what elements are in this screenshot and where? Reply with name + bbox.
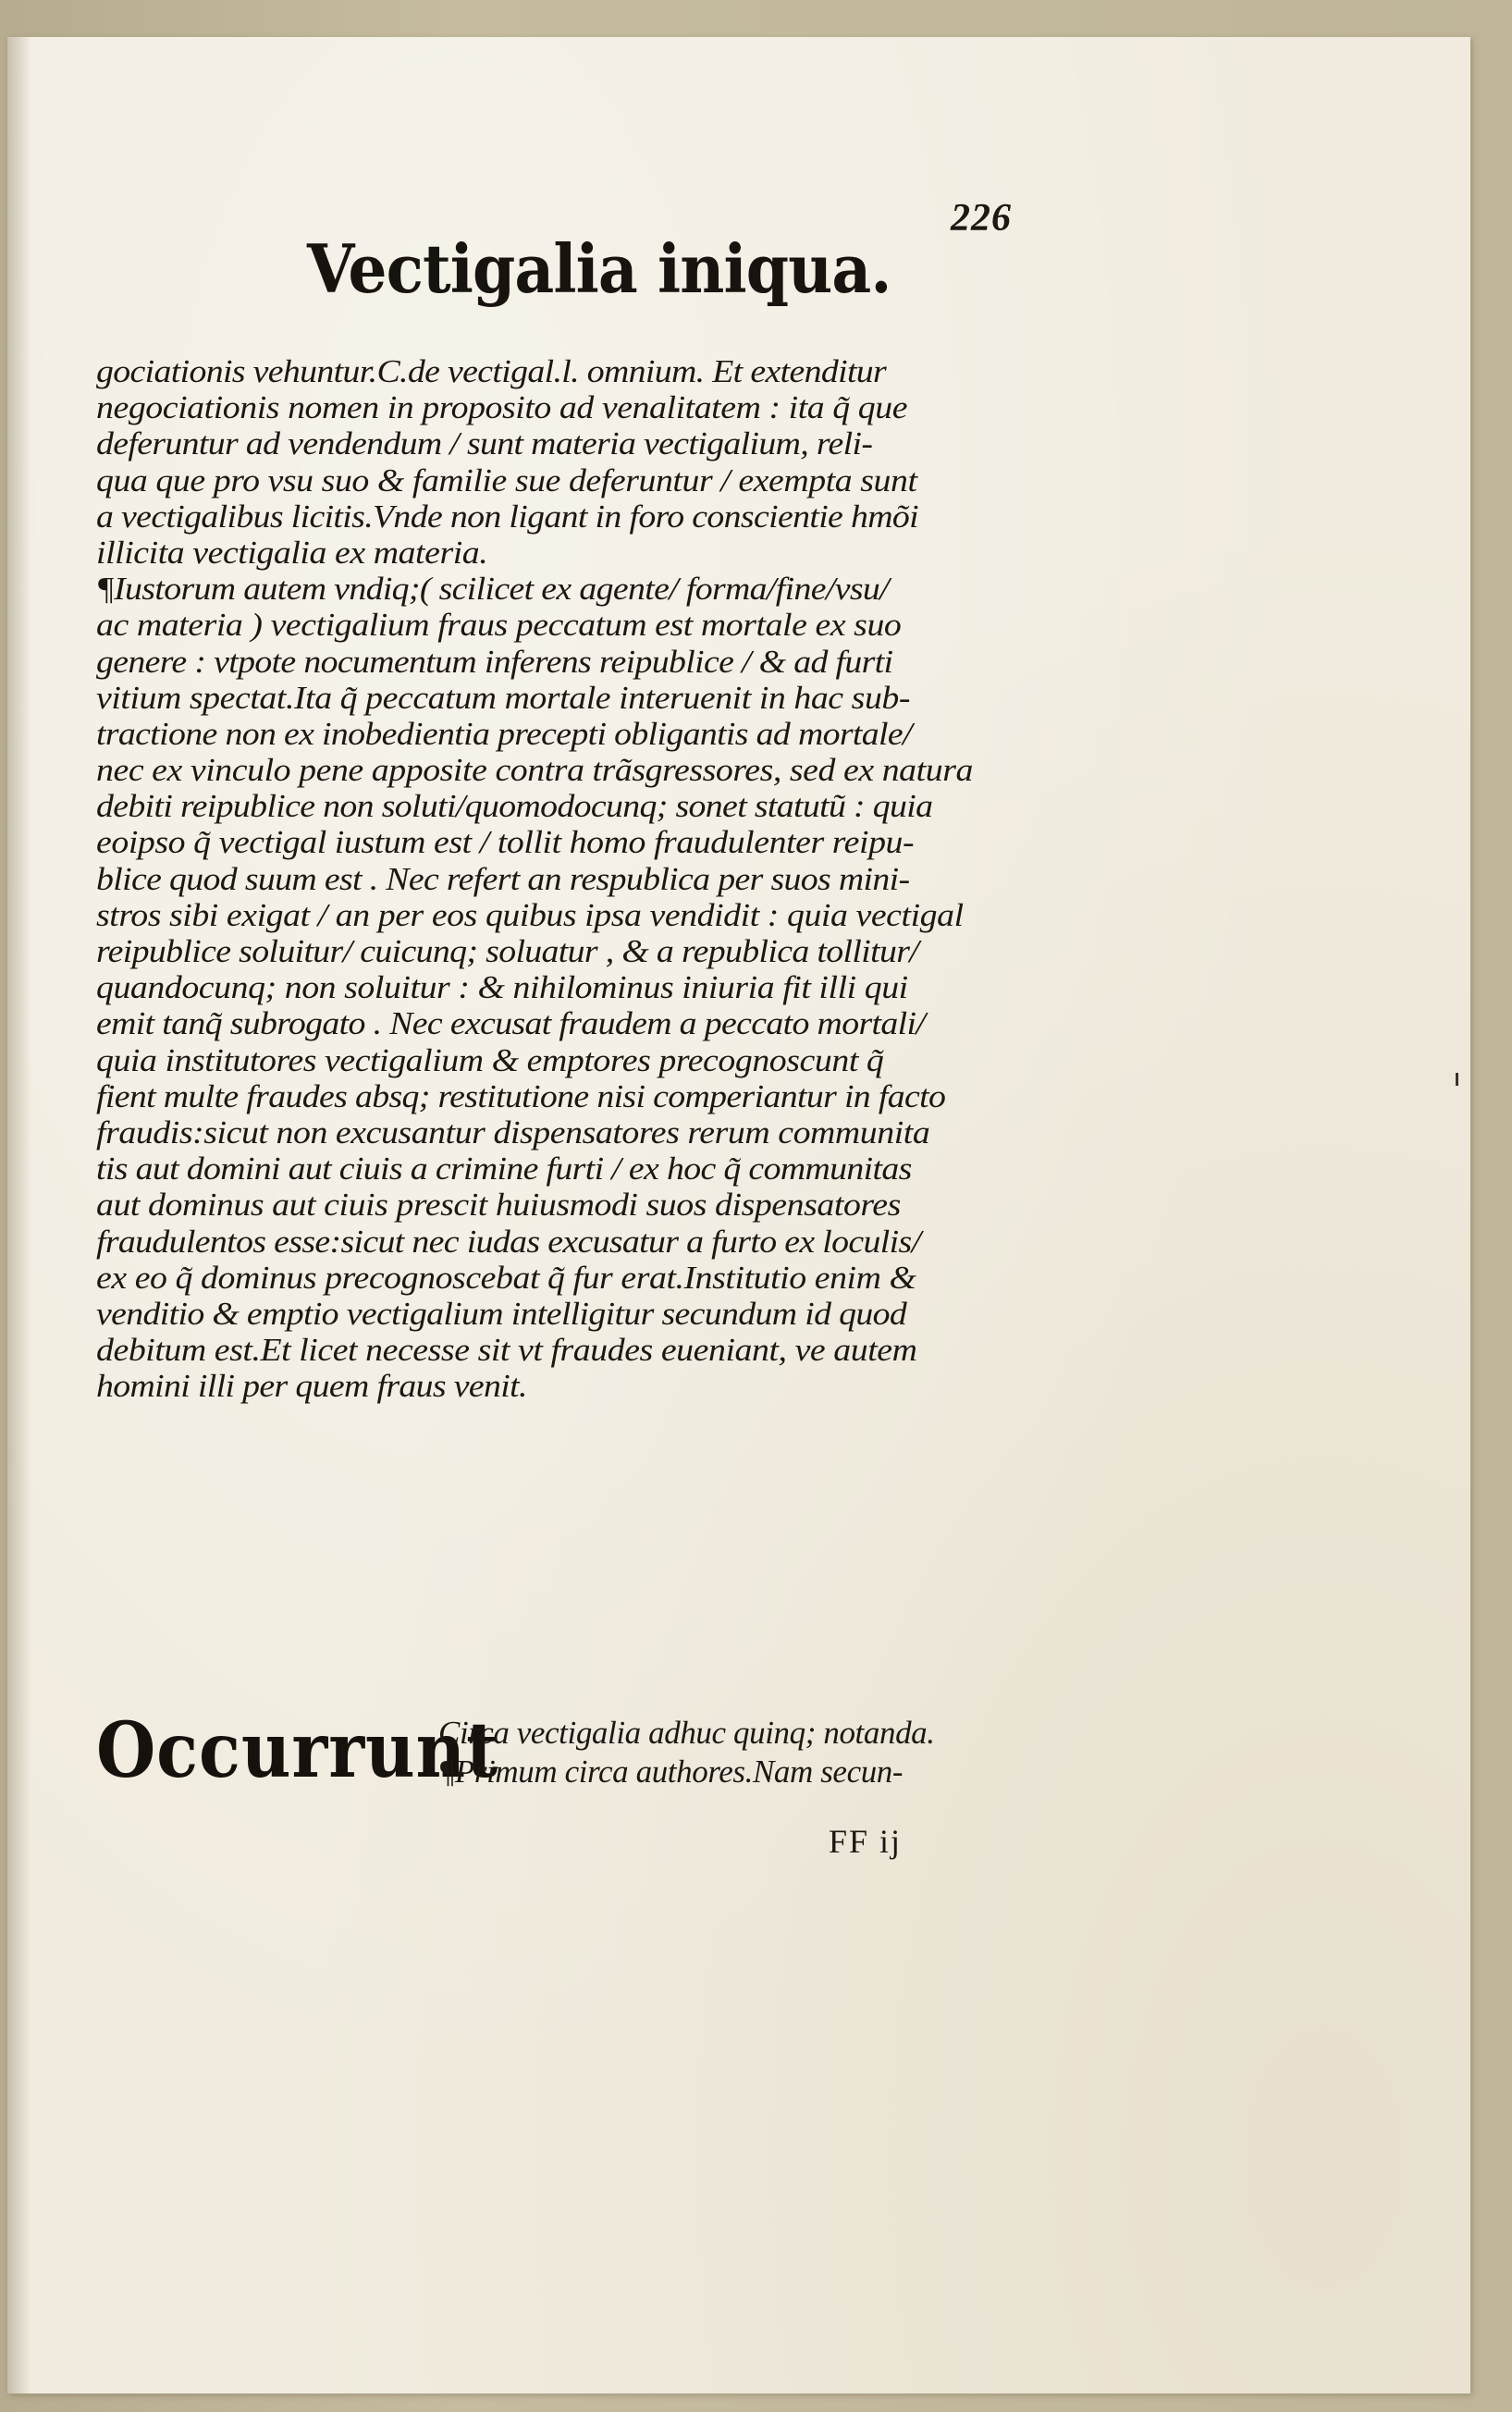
text-line: fient multe fraudes absq; restitutione nisi comperiantur in facto (96, 1077, 946, 1114)
text-line: gociationis vehuntur.C.de vectigal.l. omnium. Et extenditur (96, 353, 887, 389)
text-line: vitium spectat.Ita q̃ peccatum mortale interuenit in hac sub- (96, 679, 911, 716)
text-line: fraudulentos esse:sicut nec iudas excusatur a furto ex loculis/ (96, 1223, 921, 1260)
text-line: nec ex vinculo pene apposite contra trãsgressores, sed ex natura (96, 752, 973, 789)
text-line: debiti reipublice non soluti/quomodocunq; sonet statutũ : quia (96, 788, 933, 825)
text-line: tractione non ex inobedientia precepti obligantis ad mortale/ (96, 715, 912, 752)
text-line: illicita vectigalia ex materia. (96, 534, 488, 571)
text-line: fraudis:sicut non excusantur dispensatores rerum communita (96, 1114, 930, 1151)
text-line: qua que pro vsu suo & familie sue deferuntur / exempta sunt (96, 461, 917, 498)
text-line: eoipso q̃ vectigal iustum est / tollit homo fraudulenter reipu- (96, 824, 915, 861)
text-line: negociationis nomen in proposito ad venalitatem : ita q̃ que (96, 389, 908, 426)
margin-mark (1456, 1073, 1458, 1086)
closing-line-1: Circa vectigalia adhuc quinq; notanda. (438, 1715, 935, 1751)
page-fold-shadow (7, 37, 31, 2394)
text-line: genere : vtpote nocumentum inferens reipublice / & ad furti (96, 643, 893, 680)
main-text-block (96, 353, 1049, 1404)
text-line: reipublice soluitur/ cuicunq; soluatur , & a republica tollitur/ (96, 933, 919, 969)
text-line: tis aut domini aut ciuis a crimine furti / ex hoc q̃ communitas (96, 1151, 912, 1188)
running-title: Vectigalia iniqua. (307, 229, 891, 308)
closing-paragraph (96, 1706, 1049, 1805)
signature-mark: FF ij (829, 1823, 903, 1860)
text-line: venditio & emptio vectigalium intelligitur secundum id quod (96, 1295, 907, 1332)
text-line: a vectigalibus licitis.Vnde non ligant in foro conscientie hmõi (96, 498, 918, 535)
drop-word: Occurrunt (96, 1706, 499, 1795)
text-line: aut dominus aut ciuis prescit huiusmodi suos dispensatores (96, 1187, 901, 1224)
text-line: quia institutores vectigalium & emptores precognoscunt q̃ (96, 1041, 884, 1078)
text-line: ac materia ) vectigalium fraus peccatum est mortale ex suo (96, 607, 902, 644)
page-number: 226 (951, 197, 1012, 240)
text-line: blice quod suum est . Nec refert an respublica per suos mini- (96, 860, 910, 897)
text-line: deferuntur ad vendendum / sunt materia vectigalium, reli- (96, 425, 873, 462)
text-line: emit tanq̃ subrogato . Nec excusat fraudem a peccato mortali/ (96, 1005, 926, 1042)
text-line: ¶Iustorum autem vndiq;( scilicet ex agente/ forma/fine/vsu/ (96, 571, 890, 608)
text-line: debitum est.Et licet necesse sit vt fraudes eueniant, ve autem (96, 1332, 917, 1369)
text-line: stros sibi exigat / an per eos quibus ipsa vendidit : quia vectigal (96, 896, 964, 933)
text-line: ex eo q̃ dominus precognoscebat q̃ fur erat.Institutio enim & (96, 1259, 916, 1296)
text-lines (96, 353, 1049, 1404)
text-line: homini illi per quem fraus venit. (96, 1368, 527, 1405)
closing-line-2: ¶Primum circa authores.Nam secun- (438, 1754, 904, 1790)
text-line: quandocunq; non soluitur : & nihilominus iniuria fit illi qui (96, 969, 908, 1006)
